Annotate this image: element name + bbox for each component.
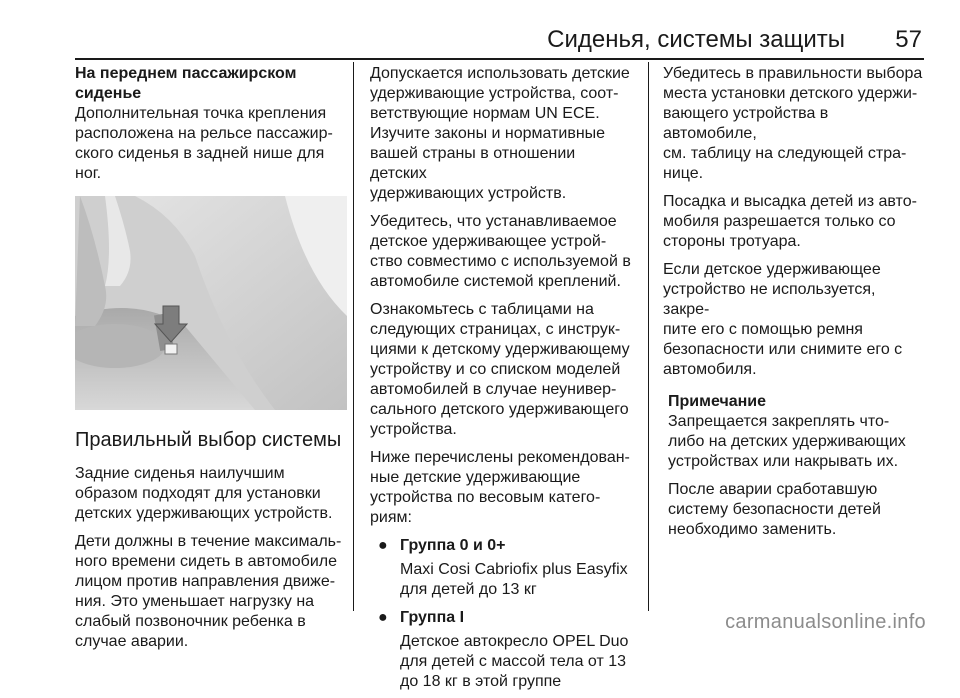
paragraph: Посадка и высадка детей из авто- мобиля разрешается только со стороны тротуара. (663, 193, 917, 250)
bullet-icon: ● (378, 609, 388, 626)
intro-paragraph: Дополнительная точка крепления расположена на рельсе пассажир- ского сиденья в задней нише для ног. (75, 105, 333, 182)
page-title: Сиденья, системы защиты (547, 26, 845, 53)
watermark: carmanualsonline.info (725, 611, 926, 633)
column-divider-1 (353, 62, 354, 611)
list-item-title: Группа 0 и 0+ (400, 537, 506, 554)
column-3 (663, 64, 925, 548)
note-title: Примечание (668, 393, 767, 410)
paragraph: Дети должны в течение максималь- ного времени сидеть в автомобиле лицом против направления движе- ния. Это уменьшает нагрузку на слабый позвоночник ребенка в случае аварии. (75, 533, 342, 650)
column-1 (75, 64, 347, 660)
section-heading: Правильный выбор системы (75, 429, 342, 451)
seat-anchor-illustration (75, 196, 347, 410)
list-item (370, 536, 635, 600)
section-title: На переднем пассажирском сиденье (75, 65, 297, 102)
page-number: 57 (895, 26, 922, 53)
note-block (663, 392, 925, 540)
header-divider (75, 58, 924, 60)
paragraph: Ниже перечислены рекомендован- ные детские удерживающие устройства по весовым катего- риям: (370, 449, 630, 526)
list-item-text: Maxi Cosi Cabriofix plus Easyfix для детей до 13 кг (400, 561, 628, 598)
column-2 (370, 64, 635, 698)
paragraph: Убедитесь, что устанавливаемое детское удерживающее устрой- ство совместимо с используемой в автомобиле системой креплений. (370, 213, 631, 290)
note-paragraph: Запрещается закреплять что- либо на детских удерживающих устройствах или накрывать их. (668, 413, 906, 470)
paragraph: Если детское удерживающее устройство не используется, закре- пите его с помощью ремня безопасности или снимите его с автомобиля. (663, 261, 903, 378)
paragraph: Ознакомьтесь с таблицами на следующих страницах, с инструк- циями к детскому удерживающему устройству и со списком моделей автомобилей в случае неунивер- сального детского удерживающего устройства. (370, 301, 630, 438)
paragraph: Допускается использовать детские удерживающие устройства, соот- ветствующие нормам UN ECE. Изучите законы и нормативные вашей страны в отношении детских удерживающих устройств. (370, 65, 630, 202)
bullet-icon: ● (378, 537, 388, 554)
column-divider-2 (648, 62, 649, 611)
list-item-text: Детское автокресло OPEL Duo для детей с массой тела от 13 до 18 кг в этой группе (400, 633, 629, 690)
list-item-title: Группа I (400, 609, 465, 626)
list-item (370, 608, 635, 692)
paragraph: Убедитесь в правильности выбора места установки детского удержи- вающего устройства в автомобиле, см. таблицу на следующей стра- нице. (663, 65, 923, 182)
note-paragraph: После аварии сработавшую систему безопасности детей необходимо заменить. (668, 481, 881, 538)
paragraph: Задние сиденья наилучшим образом подходят для установки детских удерживающих устройств. (75, 465, 333, 522)
